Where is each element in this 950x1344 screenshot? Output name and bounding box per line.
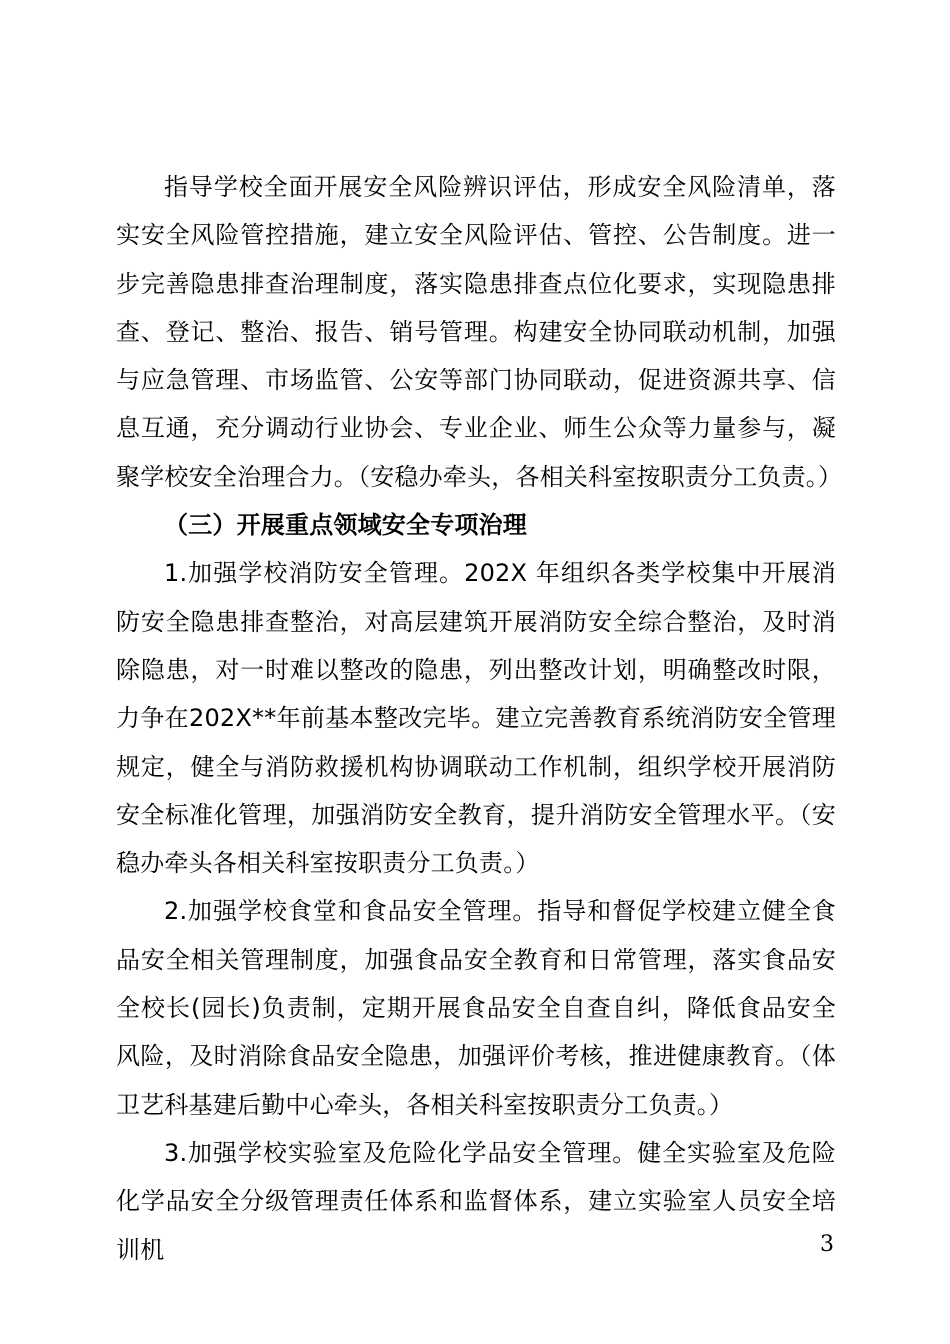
section-heading-special-governance: （三）开展重点领域安全专项治理 [164, 511, 527, 540]
page-content [116, 163, 843, 1274]
paragraph-fire-safety: 1.加强学校消防安全管理。202X 年组织各类学校集中开展消防安全隐患排查整治，对高层建筑开展消防安全综合整治，及时消除隐患，对一时难以整改的隐患，列出整改计划，明确整改时限，力争在202X**年前基本整改完毕。建立完善教育系统消防安全管理规定，健全与消防救援机构协调联动工作机制，组织学校开展消防安全标准化管理，加强消防安全教育，提升消防安全管理水平。（安稳办牵头各相关科室按职责分工负责。） [116, 559, 836, 878]
paragraph-risk-assessment: 指导学校全面开展安全风险辨识评估，形成安全风险清单，落实安全风险管控措施，建立安全风险评估、管控、公告制度。进一步完善隐患排查治理制度，落实隐患排查点位化要求，实现隐患排查、登记、整治、报告、销号管理。构建安全协同联动机制，加强与应急管理、市场监管、公安等部门协同联动，促进资源共享、信息互通，充分调动行业协会、专业企业、师生公众等力量参与，凝聚学校安全治理合力。（安稳办牵头，各相关科室按职责分工负责。） [116, 173, 843, 491]
paragraph-laboratory-safety: 3.加强学校实验室及危险化学品安全管理。健全实验室及危险化学品安全分级管理责任体系和监督体系，建立实验室人员安全培训机 [116, 1138, 836, 1264]
page-number: 3 [820, 1232, 834, 1257]
paragraph-food-safety: 2.加强学校食堂和食品安全管理。指导和督促学校建立健全食品安全相关管理制度，加强食品安全教育和日常管理，落实食品安全校长(园长)负责制，定期开展食品安全自查自纠，降低食品安全风险，及时消除食品安全隐患，加强评价考核，推进健康教育。（体卫艺科基建后勤中心牵头，各相关科室按职责分工负责。） [116, 897, 836, 1119]
